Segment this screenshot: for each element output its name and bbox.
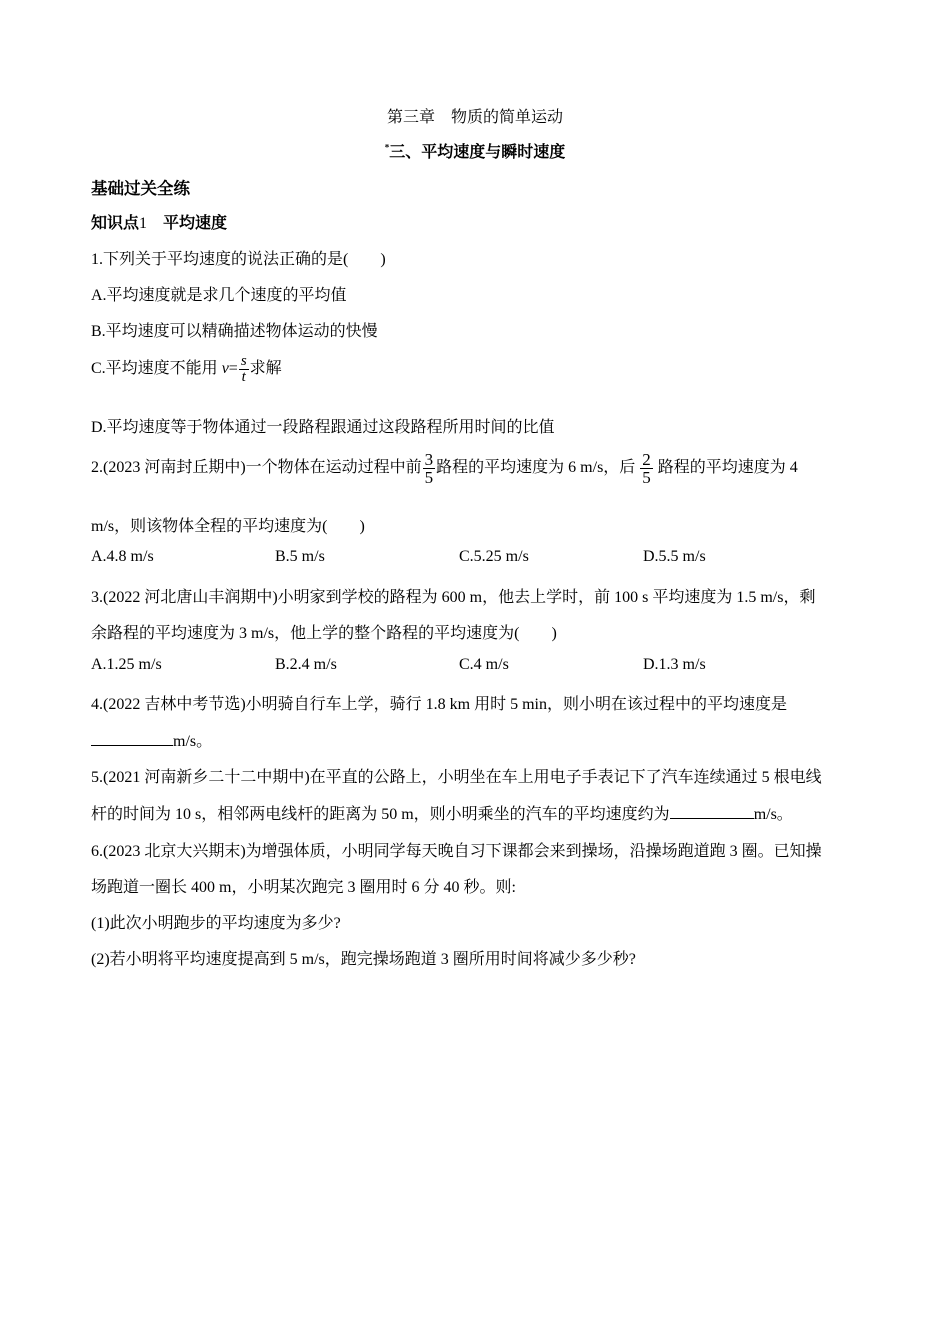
practice-heading: 基础过关全练 bbox=[91, 179, 190, 198]
q4-answer-blank[interactable] bbox=[91, 731, 173, 746]
section-mark: * bbox=[384, 142, 390, 153]
q5-stem-line1: 5.(2021 河南新乡二十二中期中)在平直的公路上，小明坐在车上用电子手表记下了汽车连续通过 5 根电线 bbox=[91, 769, 822, 786]
q1-option-c: C.平均速度不能用 v= $\frac{s}{t}$ 求解 bbox=[91, 353, 282, 385]
q3-option-b: B.2.4 m/s bbox=[275, 656, 337, 673]
knowledge-point-name: 平均速度 bbox=[163, 215, 228, 232]
q5-answer-blank[interactable] bbox=[670, 804, 754, 819]
q1-stem: 1.下列关于平均速度的说法正确的是( ) bbox=[91, 251, 386, 268]
q3-option-c: C.4 m/s bbox=[459, 656, 509, 673]
q2-option-a: A.4.8 m/s bbox=[91, 548, 154, 565]
q2-fraction-2: $\frac{2}{5}$ bbox=[642, 450, 651, 487]
q4-stem-line1: 4.(2022 吉林中考节选)小明骑自行车上学，骑行 1.8 km 用时 5 min，则小明在该过程中的平均速度是 bbox=[91, 696, 787, 713]
q5-stem-line2: 杆的时间为 10 s，相邻两电线杆的距离为 50 m，则小明乘坐的汽车的平均速度约为 m/s。 bbox=[91, 806, 793, 823]
formula-fraction: $\frac{s}{t}$ bbox=[240, 353, 247, 385]
q1-option-d: D.平均速度等于物体通过一段路程跟通过这段路程所用时间的比值 bbox=[91, 419, 555, 436]
q6-subquestion-2: (2)若小明将平均速度提高到 5 m/s，跑完操场跑道 3 圈所用时间将减少多少秒? bbox=[91, 951, 636, 968]
q6-stem-line1: 6.(2023 北京大兴期末)为增强体质，小明同学每天晚自习下课都会来到操场，沿操场跑道跑 3 圈。已知操 bbox=[91, 843, 822, 860]
q4-stem-line2: m/s。 bbox=[91, 728, 212, 751]
q2-fraction-1: $\frac{3}{5}$ bbox=[424, 450, 434, 487]
q1-option-b: B.平均速度可以精确描述物体运动的快慢 bbox=[91, 323, 378, 340]
q2-stem-line1: 2.(2023 河南封丘期中)一个物体在运动过程中前 $\frac{3}{5}$ 路程的平均速度为 6 m/s，后 $\frac{2}{5}$ 路程的平均速度为 4 bbox=[91, 450, 798, 487]
velocity-symbol: v bbox=[221, 360, 229, 378]
q6-stem-line2: 场跑道一圈长 400 m，小明某次跑完 3 圈用时 6 分 40 秒。则: bbox=[91, 879, 516, 896]
chapter-title: 第三章 物质的简单运动 bbox=[386, 109, 563, 126]
q2-option-c: C.5.25 m/s bbox=[459, 548, 529, 565]
knowledge-point-number: 1 bbox=[139, 215, 148, 232]
q6-subquestion-1: (1)此次小明跑步的平均速度为多少? bbox=[91, 915, 341, 932]
section-title-text: 三、平均速度与瞬时速度 bbox=[389, 144, 566, 161]
section-title bbox=[0, 139, 950, 162]
knowledge-point-heading bbox=[91, 210, 227, 233]
q2-stem-line2: m/s，则该物体全程的平均速度为( ) bbox=[91, 518, 365, 535]
q1-option-a: A.平均速度就是求几个速度的平均值 bbox=[91, 287, 347, 304]
q3-option-a: A.1.25 m/s bbox=[91, 656, 162, 673]
q3-stem-line2: 余路程的平均速度为 3 m/s，他上学的整个路程的平均速度为( ) bbox=[91, 625, 557, 642]
knowledge-point-label: 知识点 bbox=[91, 215, 140, 232]
q2-option-b: B.5 m/s bbox=[275, 548, 325, 565]
q3-stem-line1: 3.(2022 河北唐山丰润期中)小明家到学校的路程为 600 m，他去上学时，前 100 s 平均速度为 1.5 m/s，剩 bbox=[91, 589, 816, 606]
q2-option-d: D.5.5 m/s bbox=[643, 548, 706, 565]
q3-option-d: D.1.3 m/s bbox=[643, 656, 706, 673]
